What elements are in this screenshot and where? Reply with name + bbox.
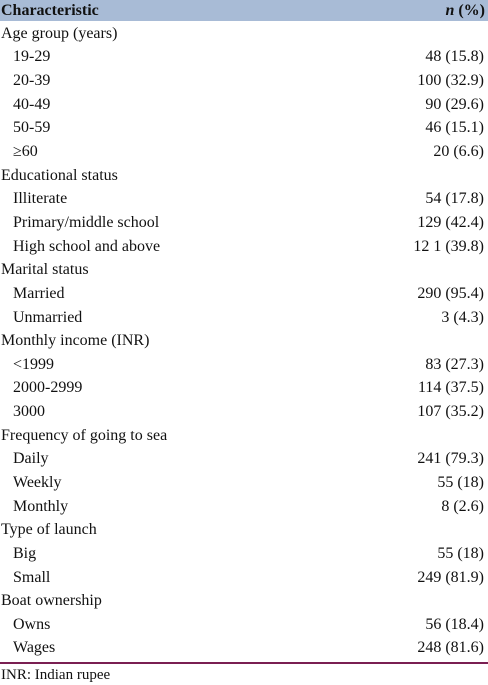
row-label: 50-59 — [13, 119, 51, 137]
row-value: 290 (95.4) — [417, 284, 484, 302]
table-row — [0, 282, 488, 306]
row-value: 249 (81.9) — [417, 568, 484, 586]
row-label: Marital status — [1, 261, 89, 279]
row-label: Big — [13, 544, 37, 562]
row-label: 2000-2999 — [13, 379, 83, 397]
row-label: Monthly income (INR) — [1, 332, 150, 350]
table-row — [0, 69, 488, 93]
row-value: 54 (17.8) — [425, 190, 484, 208]
row-label: High school and above — [13, 237, 161, 255]
header-characteristic: Characteristic — [1, 1, 99, 19]
header-n-percent — [445, 2, 485, 20]
table-row — [0, 306, 488, 330]
section-row — [0, 258, 488, 282]
table-footnote: INR: Indian rupee — [1, 667, 111, 683]
row-label: Unmarried — [13, 308, 83, 326]
row-label: Primary/middle school — [13, 213, 160, 231]
row-value: 248 (81.6) — [417, 639, 484, 657]
section-row — [0, 22, 488, 46]
row-label: ≥60 — [13, 143, 38, 161]
row-value: 107 (35.2) — [417, 403, 484, 421]
row-label: Illiterate — [13, 190, 68, 208]
table-bottom-rule — [0, 662, 488, 664]
row-label: 3000 — [13, 403, 45, 421]
row-label: Age group (years) — [1, 24, 118, 42]
row-value: 114 (37.5) — [417, 379, 484, 397]
table-row — [0, 235, 488, 259]
table-row — [0, 637, 488, 661]
row-label: Owns — [13, 615, 51, 633]
row-label: Boat ownership — [1, 592, 102, 610]
section-row — [0, 518, 488, 542]
row-value: 55 (18) — [437, 473, 484, 491]
table-row — [0, 400, 488, 424]
table-row — [0, 187, 488, 211]
table-row — [0, 613, 488, 637]
table-row — [0, 471, 488, 495]
row-label: Frequency of going to sea — [1, 426, 168, 444]
row-value: 55 (18) — [437, 544, 484, 562]
table-row — [0, 46, 488, 70]
row-label: Weekly — [13, 473, 62, 491]
table-row — [0, 353, 488, 377]
row-label: Small — [13, 568, 51, 586]
row-value: 90 (29.6) — [425, 95, 484, 113]
row-value: 129 (42.4) — [417, 213, 484, 231]
section-row — [0, 589, 488, 613]
row-value: 56 (18.4) — [425, 615, 484, 633]
section-row — [0, 424, 488, 448]
row-value: 3 (4.3) — [441, 308, 484, 326]
row-label: Daily — [13, 450, 49, 468]
table-row — [0, 117, 488, 141]
section-row — [0, 164, 488, 188]
header-percent: (%) — [454, 1, 485, 19]
row-value: 48 (15.8) — [425, 48, 484, 66]
table-row — [0, 566, 488, 590]
row-value: 8 (2.6) — [441, 497, 484, 515]
row-label: Type of launch — [1, 521, 97, 539]
section-row — [0, 329, 488, 353]
row-value: 20 (6.6) — [433, 143, 484, 161]
row-value: 100 (32.9) — [417, 72, 484, 90]
table-row — [0, 542, 488, 566]
table-row — [0, 140, 488, 164]
row-label: 20-39 — [13, 72, 51, 90]
row-value: 83 (27.3) — [425, 355, 484, 373]
row-value: 46 (15.1) — [425, 119, 484, 137]
header-n: n — [445, 1, 455, 19]
table-header — [0, 0, 488, 21]
row-value: 241 (79.3) — [417, 450, 484, 468]
row-label: Wages — [13, 639, 56, 657]
table-body — [0, 22, 488, 660]
table-row — [0, 495, 488, 519]
row-label: <1999 — [13, 355, 55, 373]
row-value: 12 1 (39.8) — [413, 237, 484, 255]
table-row — [0, 211, 488, 235]
row-label: 19-29 — [13, 48, 51, 66]
row-label: Monthly — [13, 497, 69, 515]
table-row — [0, 93, 488, 117]
table-row — [0, 448, 488, 472]
row-label: 40-49 — [13, 95, 51, 113]
row-label: Married — [13, 284, 65, 302]
table-row — [0, 377, 488, 401]
row-label: Educational status — [1, 166, 118, 184]
